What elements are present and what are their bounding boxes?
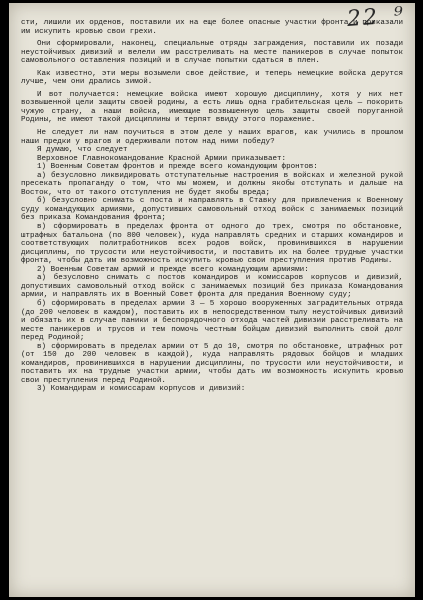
order-subitem: а) безусловно ликвидировать отступательные настроения в войсках и железной рукой пресекать пропаганду о том, что мы можем, и должны якобы отступать и дальше на Восток, что от такого отступления не будет якобы вреда; [21,171,403,197]
order-item: 2) Военным Советам армий и прежде всего командующим армиями: [37,265,309,274]
order-subitem: в) сформировать в пределах армии от 5 до 10, смотря по обстановке, штрафных рот (от 150 до 200 человек в каждой), куда направлять рядовых бойцов и младших командиров, провинившихся в нарушении дисциплины, по трусости или неустойчивости, и поставить их на трудные участки армии, чтобы дать им возможность искупить кровью свои преступления перед Родиной. [21,342,403,385]
document-body [21,19,403,394]
order-item: 3) Командирам и комиссарам корпусов и дивизий: [37,385,246,394]
paragraph: Я думаю, что следует [37,146,128,155]
paragraph: Не следует ли нам поучиться в этом деле у наших врагов, как учились в прошлом наши предки у врагов и одерживали потом над ними победу? [21,129,403,146]
order-subitem: б) безусловно снимать с поста и направлять в Ставку для привлечения к Военному суду командующих армиями, допустивших самовольный отход войск с занимаемых позиций без приказа Командования фронта; [21,197,403,223]
order-item: 1) Военным Советам фронтов и прежде всего командующим фронтов: [37,163,318,172]
paragraph: Они сформировали, наконец, специальные отряды заграждения, поставили их позади неустойчивых дивизий и велели им расстреливать на месте паникеров в случае попыток самовольного оставления позиций и в случае попытки сдаться в плен. [21,40,403,66]
document-page [9,3,415,597]
paragraph: Верховное Главнокомандование Красной Армии приказывает: [37,154,287,163]
order-subitem: б) сформировать в пределах армии 3 — 5 хорошо вооруженных заградительных отряда (до 200 человек в каждом), поставить их в непосредственном тылу неустойчивых дивизий и обязать их в случае паники и беспорядочного отхода частей дивизии расстреливать на месте паникеров и трусов и тем помочь честным бойцам дивизий выполнить свой долг перед Родиной; [21,299,403,343]
page-number: 22 ⁹ [345,3,406,32]
paragraph: Как известно, эти меры возымели свое действие, и теперь немецкие войска дерутся лучше, чем они дрались зимой. [21,69,403,87]
order-subitem: а) безусловно снимать с постов командиров и комиссаров корпусов и дивизий, допустивших самовольный отход войск с занимаемых позиций без приказа Командования армии, и направлять их в Военный Совет фронта для предания Военному суду; [21,274,403,300]
paragraph: И вот получается: немецкие войска имеют хорошую дисциплину, хотя у них нет возвышенной цели защиты своей родины, а есть лишь одна грабительская цель — покорить чужую страну, а наши войска, имеющие возвышенную цель защиты своей поруганной Родины, не имеют такой дисциплины и терпят ввиду этого поражение. [21,90,403,125]
paragraph: сти, лишили их орденов, поставили их на еще более опасные участки фронта и приказали им искупить кровью свои грехи. [21,19,403,36]
order-subitem: в) сформировать в пределах фронта от одного до трех, смотря по обстановке, штрафных батальона (по 800 человек), куда направлять средних и старших командиров и соответствующих политработников всех родов войск, провинившихся в нарушении дисциплины, по трусости или неустойчивости, и поставить их на более трудные участки фронта, чтобы дать им возможность искупить кровью свои преступления против Родины. [21,223,403,266]
